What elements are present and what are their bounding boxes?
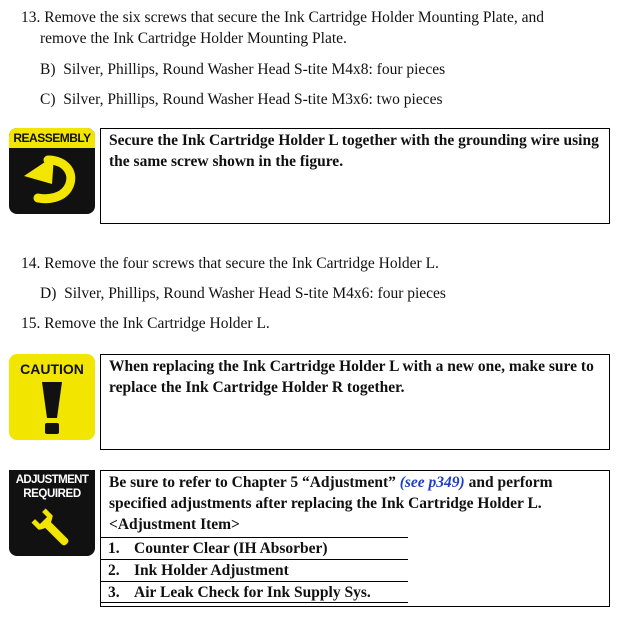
caution-icon-badge — [9, 354, 95, 440]
reassembly-icon-badge — [9, 128, 95, 214]
step-13-sub-b: B) Silver, Phillips, Round Washer Head S-tite M4x8: four pieces — [40, 61, 446, 78]
reassembly-note-box — [100, 128, 610, 224]
adjustment-item-num: 2. — [108, 562, 120, 579]
reassembly-text: Secure the Ink Cartridge Holder L together with the grounding wire using the same screw shown in the figure. — [109, 132, 599, 170]
step-13-line2: remove the Ink Cartridge Holder Mounting Plate. — [40, 30, 347, 47]
caution-text: When replacing the Ink Cartridge Holder L with a new one, make sure to replace the Ink Cartridge Holder R together. — [109, 358, 594, 396]
step-14-line1: 14. Remove the four screws that secure the Ink Cartridge Holder L. — [21, 255, 439, 272]
adjustment-item — [100, 559, 408, 581]
adjustment-items-heading: <Adjustment Item> — [109, 516, 240, 533]
step-15-line1: 15. Remove the Ink Cartridge Holder L. — [21, 315, 270, 332]
adjustment-item-label: Ink Holder Adjustment — [134, 562, 289, 579]
caution-icon-label: CAUTION — [20, 361, 84, 377]
adjustment-item — [100, 537, 408, 559]
adjustment-items-list — [100, 537, 408, 603]
adjustment-text-after: and perform specified adjustments after replacing the Ink Cartridge Holder L. — [109, 474, 553, 512]
adjustment-icon-label-1: ADJUSTMENT — [15, 474, 89, 486]
step-13-line1: 13. Remove the six screws that secure the Ink Cartridge Holder Mounting Plate, and — [21, 9, 544, 26]
adjustment-icon-label-2: REQUIRED — [23, 488, 81, 500]
adjustment-item-label: Counter Clear (IH Absorber) — [134, 540, 328, 557]
adjustment-item-label: Air Leak Check for Ink Supply Sys. — [134, 584, 371, 601]
adjustment-item-num: 3. — [108, 584, 120, 601]
caution-note-box — [100, 354, 610, 450]
step-13-sub-c: C) Silver, Phillips, Round Washer Head S-tite M3x6: two pieces — [40, 91, 443, 108]
wrench-icon — [29, 506, 75, 552]
adjustment-text-before: Be sure to refer to Chapter 5 “Adjustment” — [109, 474, 400, 491]
adjustment-item-num: 1. — [108, 540, 120, 557]
reassembly-icon-label: REASSEMBLY — [13, 131, 91, 145]
return-arrow-icon — [22, 150, 82, 210]
step-14-sub-d: D) Silver, Phillips, Round Washer Head S-tite M4x6: four pieces — [40, 285, 446, 302]
adjustment-page-ref[interactable]: (see p349) — [399, 474, 465, 491]
adjustment-icon-badge — [9, 470, 95, 556]
adjustment-text — [109, 472, 601, 514]
exclamation-icon — [39, 382, 65, 436]
adjustment-item — [100, 581, 408, 603]
